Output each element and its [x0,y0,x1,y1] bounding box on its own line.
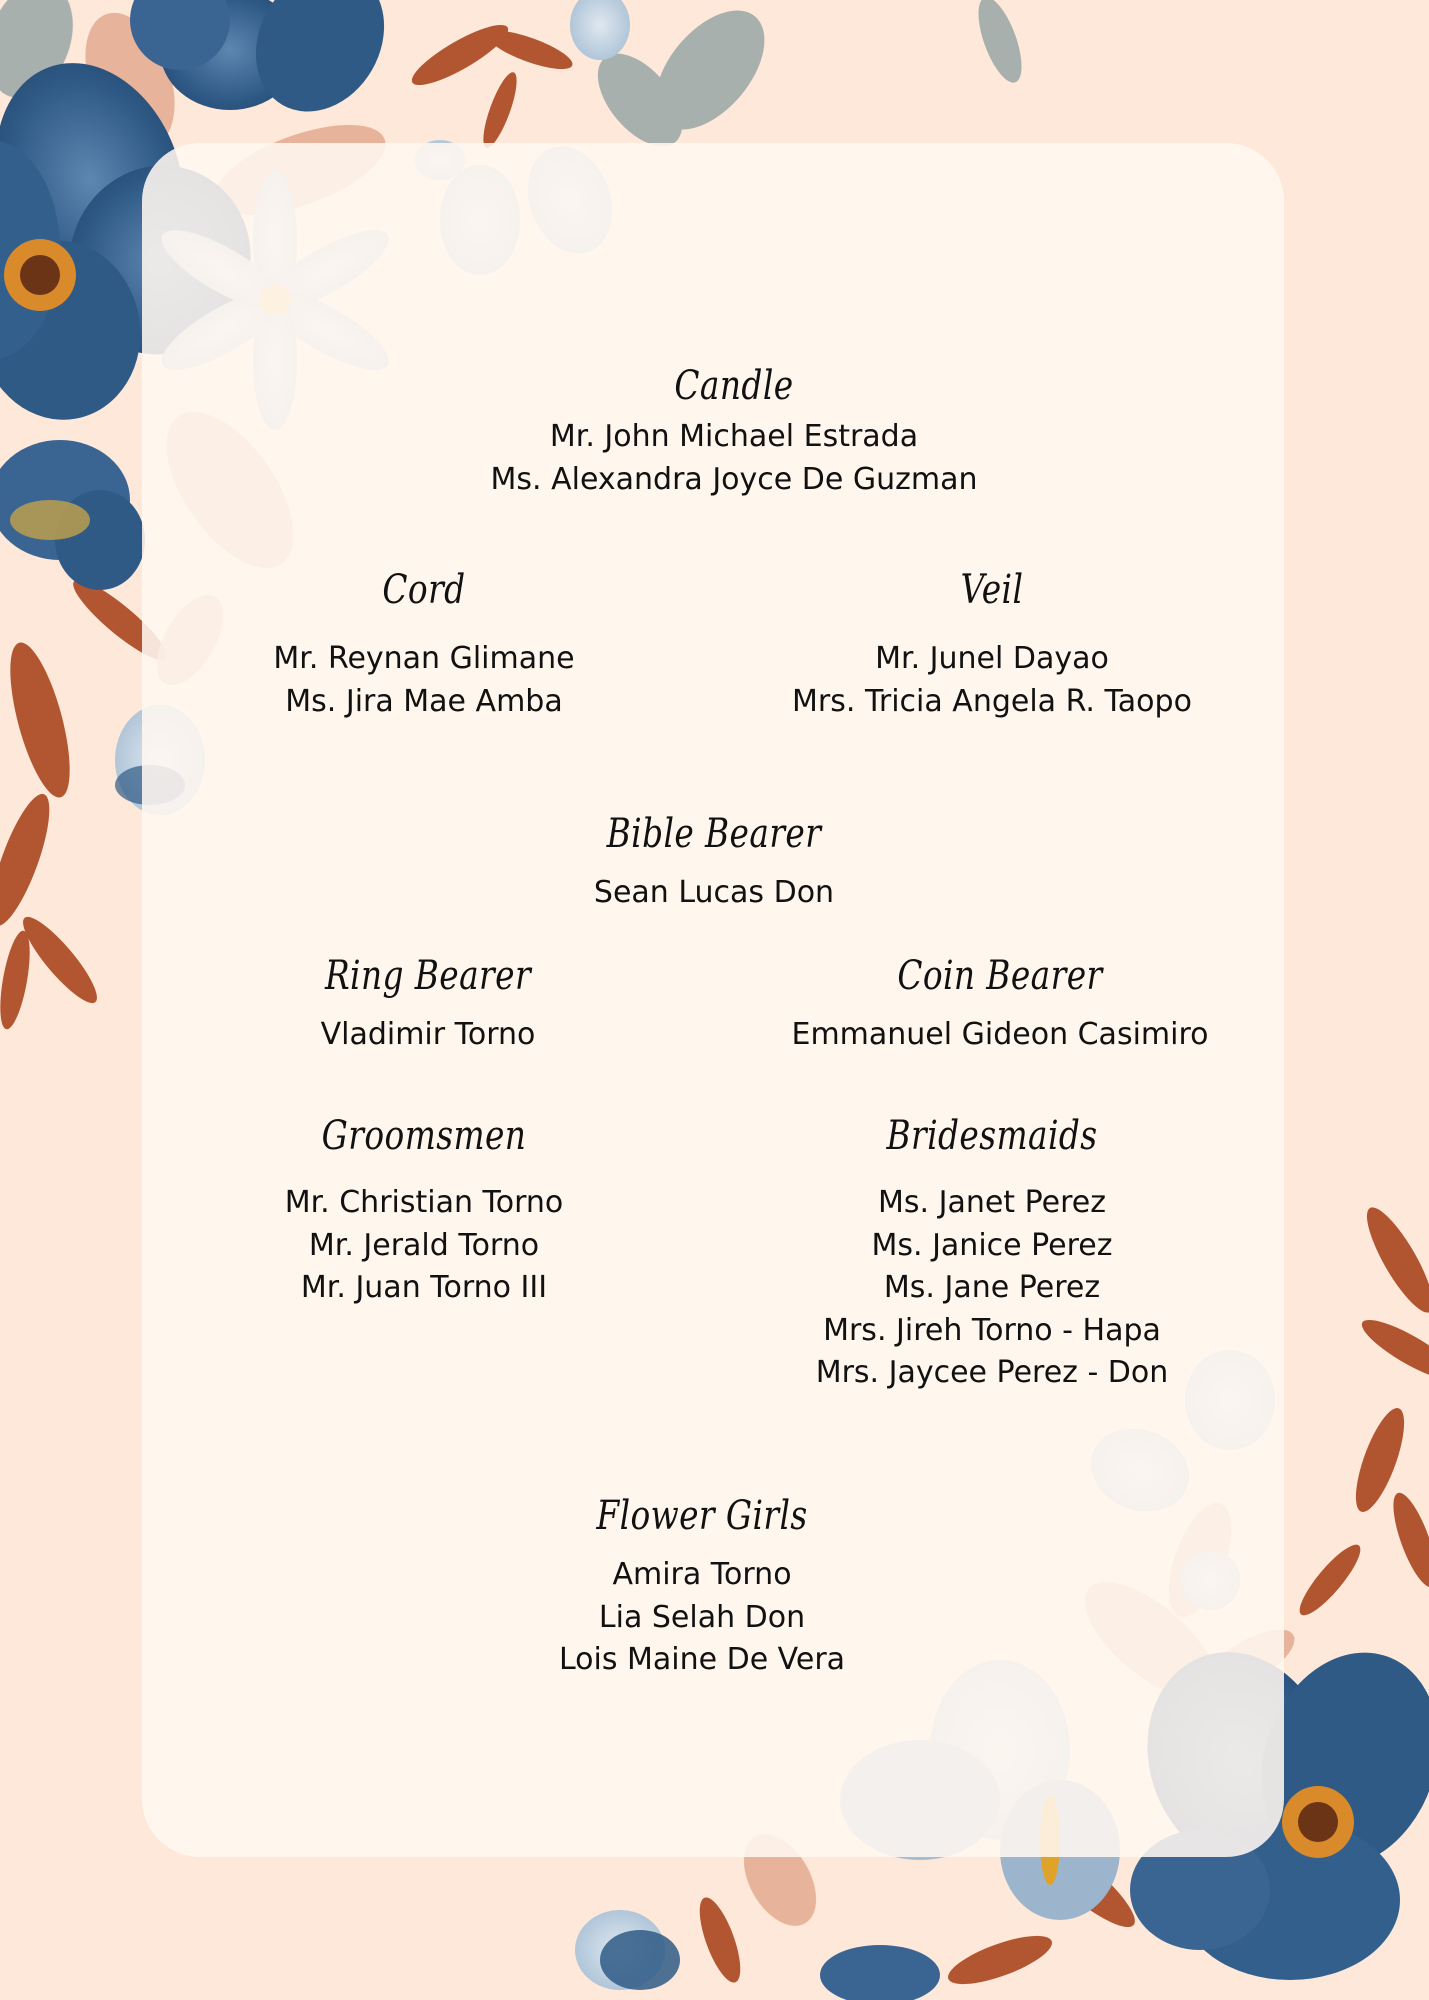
name-item: Mr. Junel Dayao [875,641,1109,676]
section-bridesmaids [752,1112,1232,1395]
section-coin-bearer [760,952,1240,1057]
section-cord [224,566,624,723]
name-item: Lia Selah Don [598,1599,806,1635]
section-veil [752,566,1232,723]
section-title: Ring Bearer [324,953,532,999]
name-item: Mrs. Jaycee Perez - Don [815,1355,1169,1390]
name-item: Lois Maine De Vera [558,1642,846,1677]
section-title: Bridesmaids [886,1113,1098,1159]
section-title: Bible Bearer [606,811,822,857]
section-groomsmen [224,1112,624,1310]
name-item: Sean Lucas Don [593,875,835,910]
name-item: Mr. John Michael Estrada [549,419,919,454]
section-flower-girls [502,1492,902,1682]
section-title: Coin Bearer [897,953,1103,999]
section-title: Cord [382,567,466,613]
name-item: Ms. Janice Perez [871,1227,1113,1263]
name-item: Ms. Jane Perez [883,1270,1101,1305]
name-item: Emmanuel Gideon Casimiro [791,1017,1209,1052]
section-title: Groomsmen [321,1113,527,1159]
name-item: Ms. Jira Mae Amba [285,683,563,719]
section-title: Veil [960,567,1024,613]
section-candle [414,362,1054,501]
right-leaf-cluster-icon [1292,1200,1429,1622]
name-item: Mr. Reynan Glimane [273,641,575,676]
name-item: Mrs. Jireh Torno - Hapa [823,1312,1161,1348]
name-item: Ms. Janet Perez [878,1185,1106,1220]
section-title: Flower Girls [596,1493,808,1539]
name-item: Mr. Christian Torno [284,1185,564,1220]
name-item: Mr. Jerald Torno [308,1227,540,1263]
name-item: Amira Torno [612,1557,792,1592]
name-item: Mr. Juan Torno III [300,1270,548,1305]
name-item: Ms. Alexandra Joyce De Guzman [490,461,978,497]
name-item: Vladimir Torno [320,1017,536,1052]
name-item: Mrs. Tricia Angela R. Taopo [792,683,1192,719]
section-bible-bearer [514,810,914,915]
section-title: Candle [674,363,794,409]
section-ring-bearer [228,952,628,1057]
